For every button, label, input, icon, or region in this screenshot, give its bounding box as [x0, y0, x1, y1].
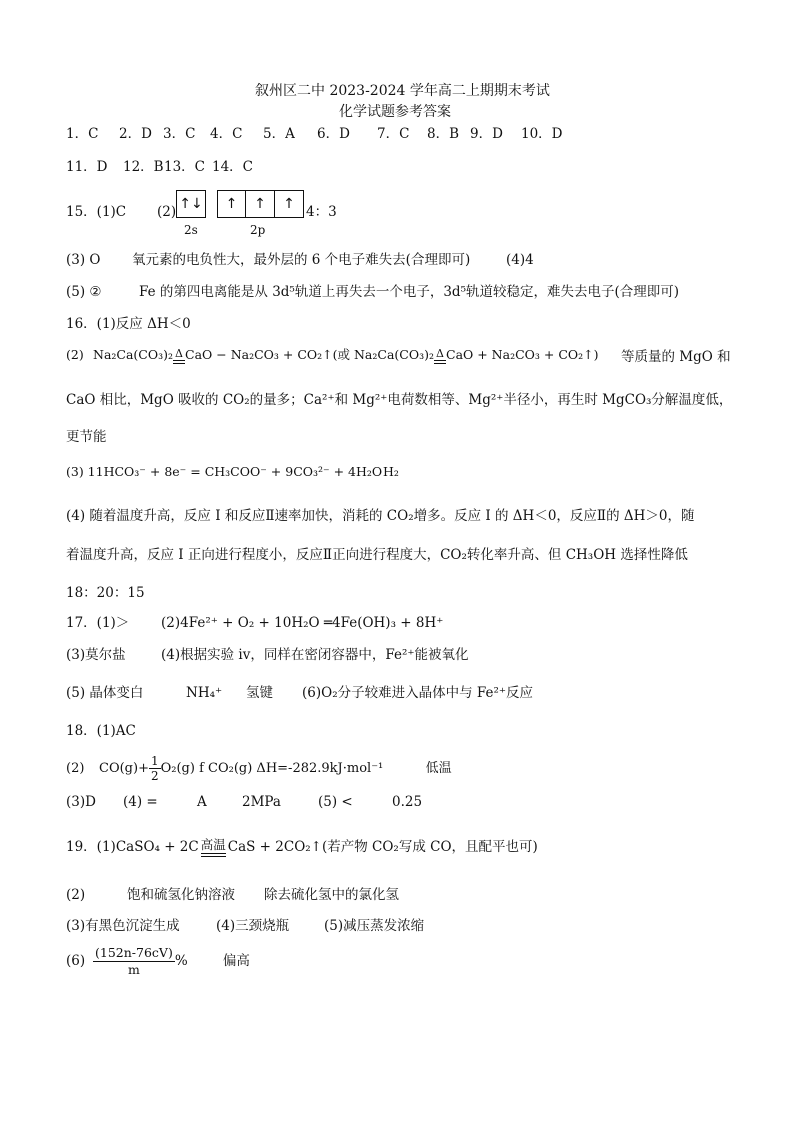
orbital-2p-2: ↑	[246, 190, 275, 218]
q19-part2-a: 饱和硫氢化钠溶液	[127, 887, 235, 903]
q18-part4: (4) =	[123, 794, 158, 810]
q15-part5-label: (5) ②	[66, 284, 102, 300]
q18-part2-label: (2)	[66, 761, 85, 776]
q18-eq-b: O₂(g) f CO₂(g) ΔH=-282.9kJ·mol⁻¹	[160, 761, 384, 776]
answer-4: 4．C	[210, 126, 243, 142]
q16-part3-equation: (3) 11HCO₃⁻ + 8e⁻ = CH₃COO⁻ + 9CO₃²⁻ + 4H₂O	[66, 464, 383, 479]
q16-part1: 16．(1)反应 ΔH＜0	[66, 316, 191, 332]
q18-part4-b: 2MPa	[242, 794, 281, 810]
q17-line-3	[66, 684, 533, 702]
q16-part2-line3: 更节能	[66, 429, 107, 445]
q18-part2-cond: 低温	[425, 761, 452, 776]
q16-eq-rhs-a: CaO − Na₂CO₃ + CO₂↑(或 Na₂Ca(CO₃)₂	[185, 347, 434, 362]
q16-part2-tail: 等质量的 MgO 和	[621, 349, 731, 365]
heating-condition: Δ	[173, 348, 185, 364]
orbital-2s-arrows: ↑↓	[176, 190, 206, 218]
q15-part3-text: 氧元素的电负性大，最外层的 6 个电子难失去(合理即可)	[132, 252, 471, 268]
page-title: 叙州区二中 2023-2024 学年高二上期期末考试	[255, 83, 550, 99]
answer-1: 1．C	[66, 126, 99, 142]
q19-part2: (2)	[66, 887, 86, 903]
q19-line-4	[66, 945, 250, 978]
answer-13: 13．C	[164, 159, 206, 175]
q16-part3	[66, 463, 399, 481]
q17-part5-ion: NH₄⁺	[186, 685, 223, 701]
q18-part2	[66, 754, 452, 783]
q17-part4: (4)根据实验 iv，同样在密闭容器中，Fe²⁺能被氧化	[161, 647, 469, 663]
q19-part6: (6)	[66, 953, 86, 969]
q19-eq-rhs: CaS + 2CO₂↑(若产物 CO₂写成 CO，且配平也可)	[227, 839, 538, 855]
answer-7: 7．C	[377, 126, 410, 142]
heating-condition-2: Δ	[434, 348, 446, 364]
q18-part1: 18．(1)AC	[66, 723, 136, 739]
q16-part2-label: (2)	[66, 347, 84, 362]
q16-part4-line2: 着温度升高，反应 I 正向进行程度小，反应Ⅱ正向进行程度大，CO₂转化率升高、但 CH₃OH 选择性降低	[66, 547, 688, 563]
answer-2: 2．D	[119, 126, 152, 142]
orbital-2p-boxes	[217, 190, 304, 218]
q18-part5-a: 0.25	[392, 794, 423, 810]
q16-eq-lhs: Na₂Ca(CO₃)₂	[93, 347, 174, 362]
answer-5: 5．A	[263, 126, 295, 142]
q16-part5: 18：20：15	[66, 585, 145, 601]
half-fraction: $\frac{1}{2}$	[150, 754, 159, 783]
label-2p: 2p	[250, 223, 266, 237]
q19-part2-b: 除去硫化氢中的氯化氢	[264, 887, 399, 903]
q18-line-3	[66, 793, 422, 811]
choice-answers-row-1	[66, 125, 563, 143]
q17-line-2	[66, 646, 469, 664]
label-2s: 2s	[184, 223, 198, 237]
q15-line-5	[66, 283, 679, 301]
q17-part3: (3)莫尔盐	[66, 647, 126, 663]
q15-line-3	[66, 251, 534, 269]
q19-result-fraction: $\frac{(152n-76cV)}{m}$	[95, 945, 173, 977]
q19-part1	[66, 838, 538, 857]
q15-part4: (4)4	[506, 252, 534, 268]
q15-part2-label: (2)	[157, 204, 177, 220]
q19-line-2	[66, 886, 399, 904]
q15-part5-text: Fe 的第四电离能是从 3d⁵轨道上再失去一个电子，3d⁵轨道较稳定，难失去电子(合理即可)	[139, 284, 680, 300]
q19-part3: (3)有黑色沉淀生成	[66, 918, 180, 934]
q19-part1-label: 19．(1)	[66, 839, 116, 855]
q16-part2-line2: CaO 相比，MgO 吸收的 CO₂的量多；Ca²⁺和 Mg²⁺电荷数相等、Mg²⁺半径小，再生时 MgCO₃分解温度低，	[66, 392, 733, 408]
choice-answers-row-2	[66, 158, 253, 176]
answer-12: 12．B	[123, 159, 164, 175]
q17-part1: 17．(1)＞	[66, 615, 130, 631]
answer-3: 3．C	[163, 126, 196, 142]
q18-part3: (3)D	[66, 794, 96, 810]
q17-line-1	[66, 614, 443, 632]
q15-part1: 15．(1)C	[66, 204, 127, 220]
answer-11: 11．D	[66, 159, 108, 175]
answer-8: 8．B	[427, 126, 460, 142]
answer-9: 9．D	[470, 126, 503, 142]
orbital-2p-3: ↑	[275, 190, 304, 218]
q17-part2: (2)4Fe²⁺ + O₂ + 10H₂O ═4Fe(OH)₃ + 8H⁺	[161, 615, 444, 631]
q15-ratio: 4：3	[306, 204, 337, 220]
orbital-2s-box	[176, 190, 206, 218]
q15-part3: (3) O	[66, 252, 101, 268]
q18-part4-a: A	[197, 794, 207, 810]
answer-6: 6．D	[317, 126, 350, 142]
q18-part5: (5) <	[318, 794, 353, 810]
q19-eq-lhs: CaSO₄ + 2C	[115, 839, 199, 855]
q17-part6: (6)O₂分子较难进入晶体中与 Fe²⁺反应	[302, 685, 534, 701]
high-temp-condition: 高温	[201, 838, 226, 857]
q17-part5-bond: 氢键	[246, 685, 273, 701]
q16-part4-line1: (4) 随着温度升高，反应 I 和反应Ⅱ速率加快，消耗的 CO₂增多。反应 I 的 ΔH＜0，反应Ⅱ的 ΔH＞0，随	[66, 508, 695, 524]
answer-10: 10．D	[521, 126, 563, 142]
orbital-2p-1: ↑	[217, 190, 246, 218]
q19-part5: (5)减压蒸发浓缩	[324, 918, 425, 934]
q19-line-3	[66, 917, 424, 935]
q17-part5: (5) 晶体变白	[66, 685, 144, 701]
q19-part6-b: 偏高	[222, 953, 250, 969]
q16-part2-equation	[66, 346, 599, 364]
q18-eq-a: CO(g)+	[99, 761, 149, 776]
q16-eq-rhs-b: CaO + Na₂CO₃ + CO₂↑)	[446, 347, 599, 362]
q16-part3-gas: H₂	[383, 464, 399, 479]
q19-part4: (4)三颈烧瓶	[216, 918, 290, 934]
q19-percent: %	[174, 953, 188, 969]
answer-14: 14．C	[212, 159, 254, 175]
page-subtitle: 化学试题参考答案	[339, 104, 451, 120]
